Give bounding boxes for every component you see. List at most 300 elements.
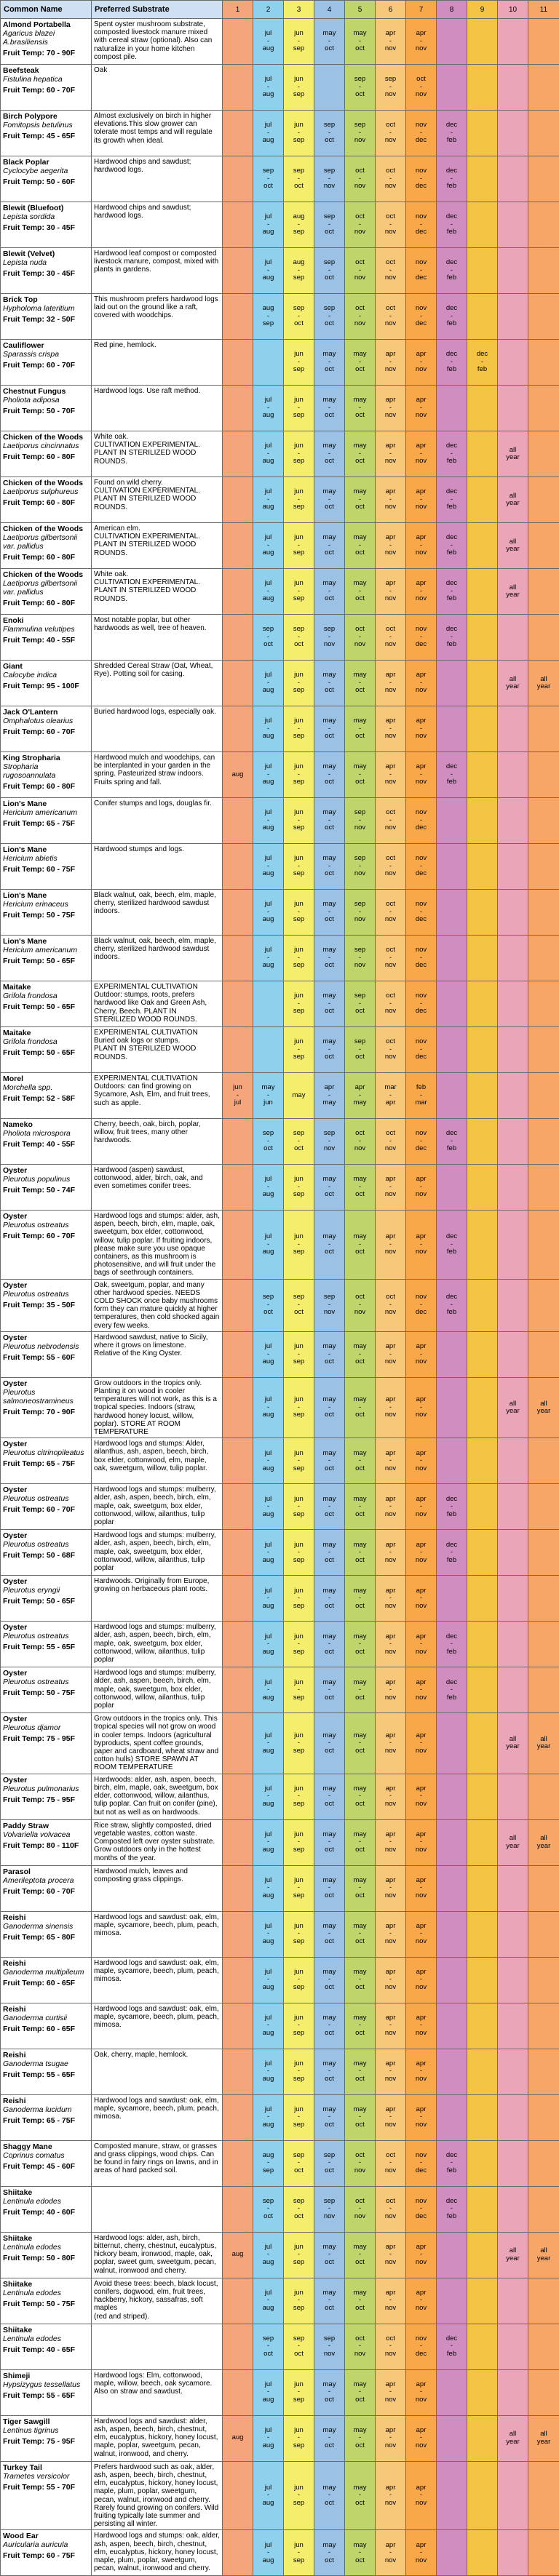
zone-8-season-cell xyxy=(437,1819,467,1865)
zone-4-season-cell xyxy=(314,1438,345,1484)
season-range: oct - nov xyxy=(376,121,405,145)
zone-6-season-cell xyxy=(376,1530,406,1576)
fruit-temp: Fruit Temp: 60 - 75F xyxy=(3,865,90,874)
zone-4-season-cell xyxy=(314,65,345,111)
zone-5-season-cell xyxy=(345,1484,376,1530)
season-range: jul - aug xyxy=(253,442,283,466)
season-range: apr - nov xyxy=(406,1542,436,1565)
zone-11-season-cell xyxy=(528,340,559,386)
zone-5-season-cell xyxy=(345,2049,376,2094)
zone-6-season-cell xyxy=(376,2530,406,2576)
header-zone-3: 3 xyxy=(284,1,314,19)
fruit-temp: Fruit Temp: 60 - 70F xyxy=(3,1887,90,1896)
season-range: jul - aug xyxy=(253,763,283,786)
season-range: jul - aug xyxy=(253,717,283,741)
preferred-substrate-text: Grow outdoors in the tropics only. Planting it on wood in cooler temperatures will not work, as this is a tropical species. Indoors (straw, hardwood honey locust, willow, poplar). STORE AT ROOM TEMPERATURE xyxy=(92,1377,223,1437)
zone-4-season-cell xyxy=(314,2369,345,2415)
species-common-name: Oyster xyxy=(3,1379,90,1388)
zone-2-season-cell xyxy=(253,523,284,569)
zone-4-season-cell xyxy=(314,615,345,661)
zone-2-season-cell xyxy=(253,1865,284,1911)
species-common-name: King Stropharia xyxy=(3,754,90,762)
season-range: sep - nov xyxy=(314,167,344,191)
zone-1-season-cell xyxy=(223,2415,253,2461)
zone-10-season-cell xyxy=(498,1331,528,1377)
zone-3-season-cell xyxy=(284,523,314,569)
zone-1-season-cell xyxy=(223,1438,253,1484)
table-row xyxy=(1,2003,559,2049)
season-range: jun - sep xyxy=(284,901,314,924)
season-range: aug - sep xyxy=(253,305,283,328)
season-range: may - oct xyxy=(345,763,375,786)
preferred-substrate-text: Buried hardwood logs, especially oak. xyxy=(92,706,223,752)
zone-3-season-cell xyxy=(284,1027,314,1073)
preferred-substrate-text: Hardwood chips and sawdust; hardwood logs. xyxy=(92,202,223,248)
zone-9-season-cell xyxy=(467,19,498,65)
season-range: apr - nov xyxy=(406,351,436,374)
season-range: jun - sep xyxy=(284,2427,314,2450)
species-cell xyxy=(1,1819,92,1865)
season-range: may - oct xyxy=(314,2244,344,2267)
zone-10-season-cell xyxy=(498,1865,528,1911)
zone-3-season-cell xyxy=(284,2140,314,2186)
species-common-name: Oyster xyxy=(3,1486,90,1494)
season-range: sep - nov xyxy=(314,1293,344,1317)
season-range: may - oct xyxy=(314,534,344,557)
species-scientific-name: Ganoderma multipileum xyxy=(3,1968,90,1977)
zone-8-season-cell xyxy=(437,65,467,111)
zone-8-season-cell xyxy=(437,798,467,844)
zone-6-season-cell xyxy=(376,890,406,936)
zone-5-season-cell xyxy=(345,294,376,340)
zone-10-season-cell xyxy=(498,2530,528,2576)
season-range: jul - aug xyxy=(253,671,283,695)
zone-8-season-cell xyxy=(437,1484,467,1530)
species-cell xyxy=(1,890,92,936)
zone-5-season-cell xyxy=(345,2461,376,2530)
zone-6-season-cell xyxy=(376,2232,406,2278)
table-row xyxy=(1,1667,559,1713)
season-range: jun - sep xyxy=(284,1679,314,1702)
zone-7-season-cell xyxy=(406,523,437,569)
zone-4-season-cell xyxy=(314,1667,345,1713)
preferred-substrate-text: Hardwood logs and sawdust: oak, elm, maple, sycamore, beech, plum, peach, mimosa. xyxy=(92,2003,223,2049)
zone-1-season-cell xyxy=(223,2324,253,2369)
zone-11-season-cell xyxy=(528,1027,559,1073)
zone-2-season-cell xyxy=(253,2461,284,2530)
season-range: dec - feb xyxy=(437,167,467,191)
season-range: jun - sep xyxy=(284,30,314,53)
season-range: apr - nov xyxy=(376,717,405,741)
zone-1-season-cell xyxy=(223,1279,253,1331)
species-scientific-name: Amerileptota procera xyxy=(3,1876,90,1885)
zone-8-season-cell xyxy=(437,1911,467,1957)
zone-10-season-cell xyxy=(498,661,528,706)
season-range: may - oct xyxy=(345,396,375,420)
season-range: oct - nov xyxy=(376,1293,405,1317)
species-scientific-name: Pleurotus pulmonarius xyxy=(3,1785,90,1793)
zone-2-season-cell xyxy=(253,1667,284,1713)
zone-9-season-cell xyxy=(467,386,498,431)
season-range: may - oct xyxy=(314,2542,344,2565)
table-row xyxy=(1,477,559,523)
zone-3-season-cell xyxy=(284,1957,314,2003)
zone-7-season-cell xyxy=(406,19,437,65)
season-range: all year xyxy=(528,676,559,691)
season-range: oct - nov xyxy=(345,167,375,191)
zone-6-season-cell xyxy=(376,2461,406,2530)
zone-3-season-cell xyxy=(284,1667,314,1713)
species-scientific-name: Pleurotus salmoneostramineus xyxy=(3,1388,90,1405)
species-cell xyxy=(1,661,92,706)
species-cell xyxy=(1,19,92,65)
zone-5-season-cell xyxy=(345,1073,376,1119)
season-range: all year xyxy=(498,1835,528,1850)
species-common-name: Reishi xyxy=(3,2051,90,2059)
species-common-name: Reishi xyxy=(3,1913,90,1922)
preferred-substrate-text: Hardwood logs: alder, ash, birch, bitternut, cherry, chestnut, eucalyptus, hickory beam, ironwood, maple, oak, poplar, sweet gum, sweetgum, pecan, walnut, ironwood and cherry. xyxy=(92,2232,223,2278)
season-range: may - oct xyxy=(314,488,344,511)
season-range: apr - nov xyxy=(406,2060,436,2083)
season-range: may - oct xyxy=(314,1923,344,1946)
fruit-temp: Fruit Temp: 50 - 68F xyxy=(3,1551,90,1560)
season-range: jul - aug xyxy=(253,259,283,282)
table-row xyxy=(1,2186,559,2232)
zone-8-season-cell xyxy=(437,2049,467,2094)
zone-7-season-cell xyxy=(406,1819,437,1865)
zone-7-season-cell xyxy=(406,294,437,340)
season-range: jun - sep xyxy=(284,351,314,374)
species-common-name: Beefsteak xyxy=(3,66,90,75)
zone-6-season-cell xyxy=(376,1377,406,1437)
table-row xyxy=(1,2461,559,2530)
zone-2-season-cell xyxy=(253,1438,284,1484)
season-range: oct - nov xyxy=(376,992,405,1016)
zone-10-season-cell xyxy=(498,1484,528,1530)
species-scientific-name: Fomitopsis betulinus xyxy=(3,121,90,129)
zone-1-season-cell xyxy=(223,248,253,294)
species-cell xyxy=(1,981,92,1027)
zone-11-season-cell xyxy=(528,936,559,981)
zone-8-season-cell xyxy=(437,936,467,981)
season-range: jul - aug xyxy=(253,121,283,145)
species-common-name: Oyster xyxy=(3,1440,90,1448)
season-range: may - oct xyxy=(314,2014,344,2038)
season-range: apr - nov xyxy=(406,2484,436,2508)
zone-11-season-cell xyxy=(528,1713,559,1774)
season-range: sep - oct xyxy=(284,626,314,649)
zone-10-season-cell xyxy=(498,936,528,981)
season-range: dec - feb xyxy=(437,2198,467,2221)
zone-4-season-cell xyxy=(314,202,345,248)
season-range: apr - nov xyxy=(406,1496,436,1519)
season-range: apr - nov xyxy=(376,351,405,374)
zone-2-season-cell xyxy=(253,1331,284,1377)
season-range: dec - feb xyxy=(437,1542,467,1565)
zone-6-season-cell xyxy=(376,1027,406,1073)
season-range: may - oct xyxy=(345,351,375,374)
season-range: dec - feb xyxy=(437,213,467,236)
species-common-name: Cauliflower xyxy=(3,341,90,350)
fruit-temp: Fruit Temp: 50 - 65F xyxy=(3,957,90,965)
fruit-temp: Fruit Temp: 50 - 75F xyxy=(3,911,90,920)
zone-4-season-cell xyxy=(314,1073,345,1119)
zone-3-season-cell xyxy=(284,569,314,615)
zone-3-season-cell xyxy=(284,340,314,386)
season-range: jul - aug xyxy=(253,213,283,236)
season-range: all year xyxy=(528,1400,559,1416)
season-range: nov - dec xyxy=(406,121,436,145)
zone-11-season-cell xyxy=(528,431,559,477)
zone-6-season-cell xyxy=(376,2140,406,2186)
zone-2-season-cell xyxy=(253,2278,284,2324)
zone-2-season-cell xyxy=(253,2232,284,2278)
zone-6-season-cell xyxy=(376,1438,406,1484)
species-cell xyxy=(1,1713,92,1774)
preferred-substrate-text: Composted manure, straw, or grasses and grass clippings, wood chips. Can be found in fairy rings on lawns, and in areas of hard packed soil. xyxy=(92,2140,223,2186)
species-cell xyxy=(1,844,92,890)
fruit-temp: Fruit Temp: 60 - 70F xyxy=(3,727,90,736)
zone-9-season-cell xyxy=(467,2530,498,2576)
season-range: jul - aug xyxy=(253,2244,283,2267)
zone-10-season-cell xyxy=(498,2369,528,2415)
season-range: apr - nov xyxy=(406,580,436,603)
species-cell xyxy=(1,1484,92,1530)
season-range: may - oct xyxy=(314,2484,344,2508)
zone-9-season-cell xyxy=(467,661,498,706)
fruit-temp: Fruit Temp: 60 - 70F xyxy=(3,1232,90,1240)
season-range: may - oct xyxy=(345,1542,375,1565)
zone-8-season-cell xyxy=(437,2461,467,2530)
table-row xyxy=(1,844,559,890)
preferred-substrate-text: White oak. CULTIVATION EXPERIMENTAL. PLANT IN STERILIZED WOOD ROUNDS. xyxy=(92,569,223,615)
table-row xyxy=(1,2049,559,2094)
season-range: sep - oct xyxy=(284,167,314,191)
zone-5-season-cell xyxy=(345,2232,376,2278)
zone-8-season-cell xyxy=(437,1774,467,1819)
zone-9-season-cell xyxy=(467,1957,498,2003)
zone-3-season-cell xyxy=(284,1211,314,1280)
season-range: apr - nov xyxy=(376,2381,405,2404)
zone-9-season-cell xyxy=(467,65,498,111)
zone-7-season-cell xyxy=(406,1377,437,1437)
preferred-substrate-text: Hardwoods: alder, ash, aspen, beech, birch, elm, maple, oak, sweetgum, box elder, cottonwood, willow, ailanthus, tulip poplar. Can fruit on conifer (pine), but not as well as on hardwoods. xyxy=(92,1774,223,1819)
species-cell xyxy=(1,798,92,844)
zone-3-season-cell xyxy=(284,661,314,706)
fruit-temp: Fruit Temp: 70 - 90F xyxy=(3,49,90,57)
season-range: may - oct xyxy=(345,1969,375,1992)
season-range: may - oct xyxy=(345,1732,375,1755)
zone-8-season-cell xyxy=(437,202,467,248)
zone-8-season-cell xyxy=(437,1165,467,1211)
header-zone-5: 5 xyxy=(345,1,376,19)
season-range: jun - sep xyxy=(284,2542,314,2565)
species-scientific-name: Grifola frondosa xyxy=(3,992,90,1000)
season-range: dec - feb xyxy=(437,305,467,328)
zone-3-season-cell xyxy=(284,477,314,523)
zone-7-season-cell xyxy=(406,111,437,156)
species-common-name: Chestnut Fungus xyxy=(3,387,90,396)
zone-1-season-cell xyxy=(223,615,253,661)
zone-9-season-cell xyxy=(467,2094,498,2140)
table-row xyxy=(1,1027,559,1073)
species-scientific-name: Ganoderma tsugae xyxy=(3,2059,90,2068)
zone-5-season-cell xyxy=(345,111,376,156)
zone-11-season-cell xyxy=(528,1667,559,1713)
zone-8-season-cell xyxy=(437,706,467,752)
season-range: dec - feb xyxy=(437,2152,467,2175)
zone-9-season-cell xyxy=(467,1073,498,1119)
season-range: apr - nov xyxy=(376,1450,405,1473)
season-range: jul - aug xyxy=(253,580,283,603)
zone-4-season-cell xyxy=(314,294,345,340)
season-range: may - oct xyxy=(314,351,344,374)
zone-9-season-cell xyxy=(467,2186,498,2232)
season-range: oct - nov xyxy=(376,855,405,878)
preferred-substrate-text: Hardwood leaf compost or composted livestock manure, compost, mixed with plants in gardens. xyxy=(92,248,223,294)
season-range: jul - aug xyxy=(253,1233,283,1256)
species-cell xyxy=(1,431,92,477)
zone-6-season-cell xyxy=(376,1576,406,1622)
zone-7-season-cell xyxy=(406,1774,437,1819)
season-range: may - oct xyxy=(314,2106,344,2129)
zone-10-season-cell xyxy=(498,1957,528,2003)
zone-11-season-cell xyxy=(528,569,559,615)
species-cell xyxy=(1,1438,92,1484)
header-zone-6: 6 xyxy=(376,1,406,19)
zone-6-season-cell xyxy=(376,2003,406,2049)
season-range: jul - aug xyxy=(253,2484,283,2508)
season-range: oct - nov xyxy=(345,2198,375,2221)
zone-6-season-cell xyxy=(376,1211,406,1280)
season-range: jun - sep xyxy=(284,580,314,603)
zone-8-season-cell xyxy=(437,1576,467,1622)
zone-6-season-cell xyxy=(376,615,406,661)
zone-9-season-cell xyxy=(467,890,498,936)
zone-11-season-cell xyxy=(528,1119,559,1165)
zone-7-season-cell xyxy=(406,1484,437,1530)
species-scientific-name: Trametes versicolor xyxy=(3,2472,90,2481)
fruit-temp: Fruit Temp: 52 - 58F xyxy=(3,1094,90,1103)
fruit-temp: Fruit Temp: 60 - 65F xyxy=(3,1979,90,1987)
zone-9-season-cell xyxy=(467,1576,498,1622)
zone-6-season-cell xyxy=(376,1119,406,1165)
zone-11-season-cell xyxy=(528,1865,559,1911)
zone-5-season-cell xyxy=(345,981,376,1027)
preferred-substrate-text: Most notable poplar, but other hardwoods as well, tree of heaven. xyxy=(92,615,223,661)
season-range: may - oct xyxy=(314,30,344,53)
season-range: oct - nov xyxy=(376,1130,405,1153)
zone-9-season-cell xyxy=(467,2003,498,2049)
season-range: jul - aug xyxy=(253,1396,283,1419)
zone-9-season-cell xyxy=(467,156,498,202)
zone-1-season-cell xyxy=(223,19,253,65)
fruit-temp: Fruit Temp: 60 - 70F xyxy=(3,361,90,370)
season-range: apr - nov xyxy=(406,488,436,511)
season-range: jun - sep xyxy=(284,717,314,741)
season-range: may - oct xyxy=(314,1176,344,1199)
season-range: may - oct xyxy=(314,1969,344,1992)
season-range: all year xyxy=(498,584,528,599)
season-range: oct - nov xyxy=(376,167,405,191)
preferred-substrate-text: Hardwood logs and stumps: mulberry, alder, ash, aspen, beech, birch, elm, maple, oak, sweetgum, box elder, cottonwood, willow, ailanthus, tulip poplar xyxy=(92,1530,223,1576)
zone-6-season-cell xyxy=(376,2369,406,2415)
zone-1-season-cell xyxy=(223,752,253,798)
fruit-temp: Fruit Temp: 45 - 60F xyxy=(3,2162,90,2171)
zone-10-season-cell xyxy=(498,2461,528,2530)
zone-4-season-cell xyxy=(314,2140,345,2186)
zone-5-season-cell xyxy=(345,2415,376,2461)
species-common-name: Oyster xyxy=(3,1776,90,1785)
preferred-substrate-text: Hardwood logs and stumps: Alder, ailanthus, ash, aspen, beech, birch, box elder, cottonwood, elm, maple, oak, sweetgum, willow, tulip poplar. xyxy=(92,1438,223,1484)
season-range: jul - aug xyxy=(253,2106,283,2129)
zone-10-season-cell xyxy=(498,1279,528,1331)
zone-2-season-cell xyxy=(253,1576,284,1622)
zone-4-season-cell xyxy=(314,890,345,936)
season-range: jul - aug xyxy=(253,2060,283,2083)
species-scientific-name: Pleurotus ostreatus xyxy=(3,1678,90,1686)
zone-6-season-cell xyxy=(376,981,406,1027)
zone-2-season-cell xyxy=(253,981,284,1027)
season-range: oct - nov xyxy=(376,2152,405,2175)
season-range: may - oct xyxy=(314,1038,344,1061)
table-body xyxy=(1,19,559,2576)
zone-4-season-cell xyxy=(314,2415,345,2461)
zone-2-season-cell xyxy=(253,386,284,431)
zone-10-season-cell xyxy=(498,844,528,890)
zone-8-season-cell xyxy=(437,340,467,386)
zone-8-season-cell xyxy=(437,1073,467,1119)
zone-2-season-cell xyxy=(253,2186,284,2232)
species-cell xyxy=(1,1667,92,1713)
species-scientific-name: Pleurotus populinus xyxy=(3,1175,90,1184)
season-range: apr - may xyxy=(314,1084,344,1107)
zone-8-season-cell xyxy=(437,2324,467,2369)
zone-11-season-cell xyxy=(528,1279,559,1331)
season-range: all year xyxy=(528,1835,559,1850)
zone-4-season-cell xyxy=(314,340,345,386)
season-range: dec - feb xyxy=(437,1233,467,1256)
zone-7-season-cell xyxy=(406,661,437,706)
season-range: may - oct xyxy=(314,1732,344,1755)
species-cell xyxy=(1,1957,92,2003)
zone-6-season-cell xyxy=(376,1911,406,1957)
zone-11-season-cell xyxy=(528,1819,559,1865)
season-range: apr - nov xyxy=(406,1877,436,1900)
season-range: sep - oct xyxy=(284,2152,314,2175)
zone-2-season-cell xyxy=(253,2530,284,2576)
table-row xyxy=(1,1211,559,1280)
season-range: may - oct xyxy=(345,580,375,603)
zone-4-season-cell xyxy=(314,19,345,65)
season-range: apr - nov xyxy=(376,1542,405,1565)
zone-1-season-cell xyxy=(223,386,253,431)
zone-7-season-cell xyxy=(406,569,437,615)
zone-9-season-cell xyxy=(467,1911,498,1957)
zone-3-season-cell xyxy=(284,1073,314,1119)
season-range: apr - nov xyxy=(406,1831,436,1854)
zone-7-season-cell xyxy=(406,1622,437,1667)
zone-7-season-cell xyxy=(406,477,437,523)
season-range: jul - aug xyxy=(253,488,283,511)
fruit-temp: Fruit Temp: 70 - 90F xyxy=(3,1408,90,1416)
season-range: sep - oct xyxy=(253,167,283,191)
header-zone-10: 10 xyxy=(498,1,528,19)
season-range: sep - oct xyxy=(284,1130,314,1153)
zone-3-season-cell xyxy=(284,1165,314,1211)
zone-8-season-cell xyxy=(437,1119,467,1165)
preferred-substrate-text: Hardwood logs: Elm, cottonwood, maple, willow, beech, oak sycamore. Also on straw and sawdust. xyxy=(92,2369,223,2415)
